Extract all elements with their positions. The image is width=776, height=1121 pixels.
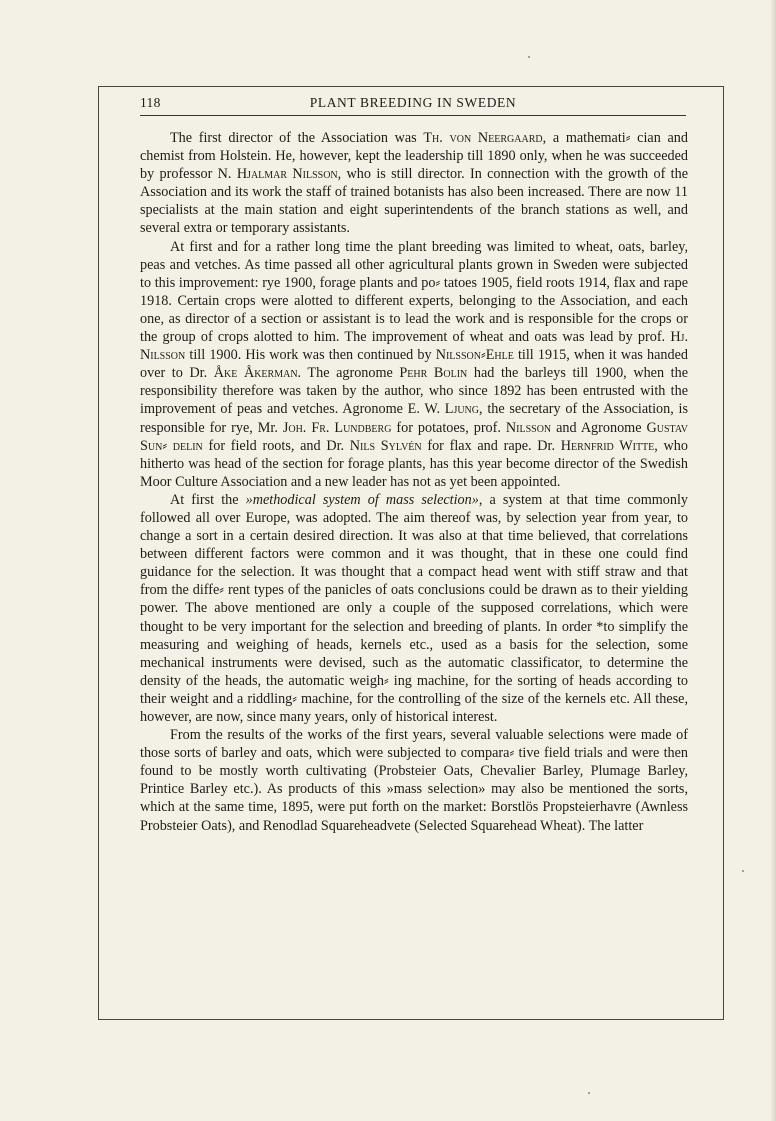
speck-mark bbox=[742, 870, 744, 872]
person-name: Hernfrid Witte bbox=[560, 437, 655, 454]
person-name: Joh. Fr. Lundberg bbox=[282, 419, 392, 436]
person-name: Hj. Nilsson bbox=[140, 329, 688, 364]
text-run: , who is still director. In connection with the growth of the Association and its work the staff of trained botanists has also been increased. There are now 11 specialists at the main station and eight superintendents of the branch stations as well, and several extra or temporary assistants. bbox=[140, 166, 688, 237]
text-run: for field roots, and Dr. bbox=[202, 437, 350, 454]
text-run: till 1915, when it was handed over to Dr. bbox=[140, 347, 688, 382]
running-header bbox=[140, 95, 686, 115]
text-run: At first and for a rather long time the plant breeding was limited to wheat, oats, barley, peas and vetches. As time passed all other agricultural plants grown in Sweden were subjected to this improvement: rye 1900, forage plants and po⸗ tatoes 1905, field roots 1914, flax and rape 1918. Certain crops were alotted to different experts, belonging to the Association, and each one, as director of a section or assistant is to lead the work and is responsible for the crops or the group of crops alotted to him. The improvement of wheat and oats was lead by prof. bbox=[140, 238, 688, 346]
paragraph-1 bbox=[140, 129, 688, 238]
text-run: and Agronome bbox=[551, 419, 647, 436]
header-rule bbox=[140, 115, 686, 116]
person-name: Nilsson⸗Ehle bbox=[435, 347, 514, 364]
text-run: , a mathemati⸗ cian and chemist from Holstein. He, however, kept the leadership till 1890 only, when he was succeeded by professor N. bbox=[140, 130, 688, 183]
text-run: for flax and rape. Dr. bbox=[421, 437, 561, 454]
text-run: , who hitherto was head of the section for forage plants, has this year become director of the Swedish Moor Culture Association and a new leader has not as yet been appointed. bbox=[140, 437, 688, 490]
paragraph-2 bbox=[140, 238, 688, 491]
person-name: Th. von Neergaard bbox=[423, 130, 543, 146]
text-run: till 1900. His work was then continued by bbox=[185, 347, 436, 364]
text-run: , the secretary of the Association, is responsible for rye, Mr. bbox=[140, 401, 688, 436]
person-name: Gustav Sun⸗ delin bbox=[140, 419, 688, 454]
running-title: PLANT BREEDING IN SWEDEN bbox=[309, 95, 517, 110]
text-run: for potatoes, prof. bbox=[391, 419, 506, 436]
person-name: Hjalmar Nilsson bbox=[236, 166, 338, 183]
text-run: , a system at that time commonly followed all over Europe, was adopted. The aim thereof was, by selection year from year, to change a sort in a certain desired direction. It was also at that time believed, that correlations between different factors were common and it was thought, that in these one could find guidance for the selection. It was thought that a compact head went with stiff straw and that from the diffe⸗ rent types of the panicles of oats conclusions could be drawn as to their yielding power. The above mentioned are only a couple of the supposed correlations, which were thought to be very important for the selection and breeding of plants. In order *to simplify the measuring and weighing of heads, kernels etc., used as a basis for the selection, some mechanical instruments were devised, such as the automatic classificator, to determine the density of the heads, the automatic weigh⸗ ing machine, for the sorting of heads according to their weight and a riddling⸗ machine, for the controlling of the size of the kernels etc. All these, however, are now, since many years, only of historical interest. bbox=[140, 491, 688, 725]
text-run: At first the bbox=[170, 491, 246, 508]
person-name: Åke Åkerman bbox=[213, 365, 298, 382]
speck-mark bbox=[528, 56, 530, 58]
person-name: Ljung bbox=[444, 401, 480, 418]
body-text bbox=[140, 129, 688, 835]
paragraph-3 bbox=[140, 491, 688, 726]
person-name: Pehr Bolin bbox=[399, 365, 468, 382]
speck-mark bbox=[588, 1092, 590, 1094]
text-run: From the results of the works of the first years, several valuable selections were made of those sorts of barley and oats, which were subjected to compara⸗ tive field trials and were then found to be mostly worth cultivating (Probsteier Oats, Chevalier Barley, Plumage Barley, Printice Barley etc.). As products of this »mass selection» may also be mentioned the sorts, which at the same time, 1895, were put forth on the market: Borstlös Propsteierhavre (Awnless Probsteier Oats), and Renodlad Squareheadvete (Selected Squarehead Wheat). The latter bbox=[140, 727, 688, 834]
page-number: 118 bbox=[140, 95, 161, 110]
person-name: Nils Sylvén bbox=[349, 437, 422, 454]
paragraph-4 bbox=[140, 726, 688, 835]
text-run: had the barleys till 1900, when the responsibility therefore was taken by the author, who since 1892 has been entrusted with the improvement of peas and vetches. Agronome E. W. bbox=[140, 365, 688, 418]
person-name: Nilsson bbox=[505, 419, 552, 436]
text-run: The first director of the Association was bbox=[170, 130, 424, 146]
page-edge-shadow bbox=[770, 0, 776, 1121]
italic-term: »methodical system of mass selection» bbox=[245, 491, 479, 508]
text-run: . The agronome bbox=[297, 365, 400, 382]
